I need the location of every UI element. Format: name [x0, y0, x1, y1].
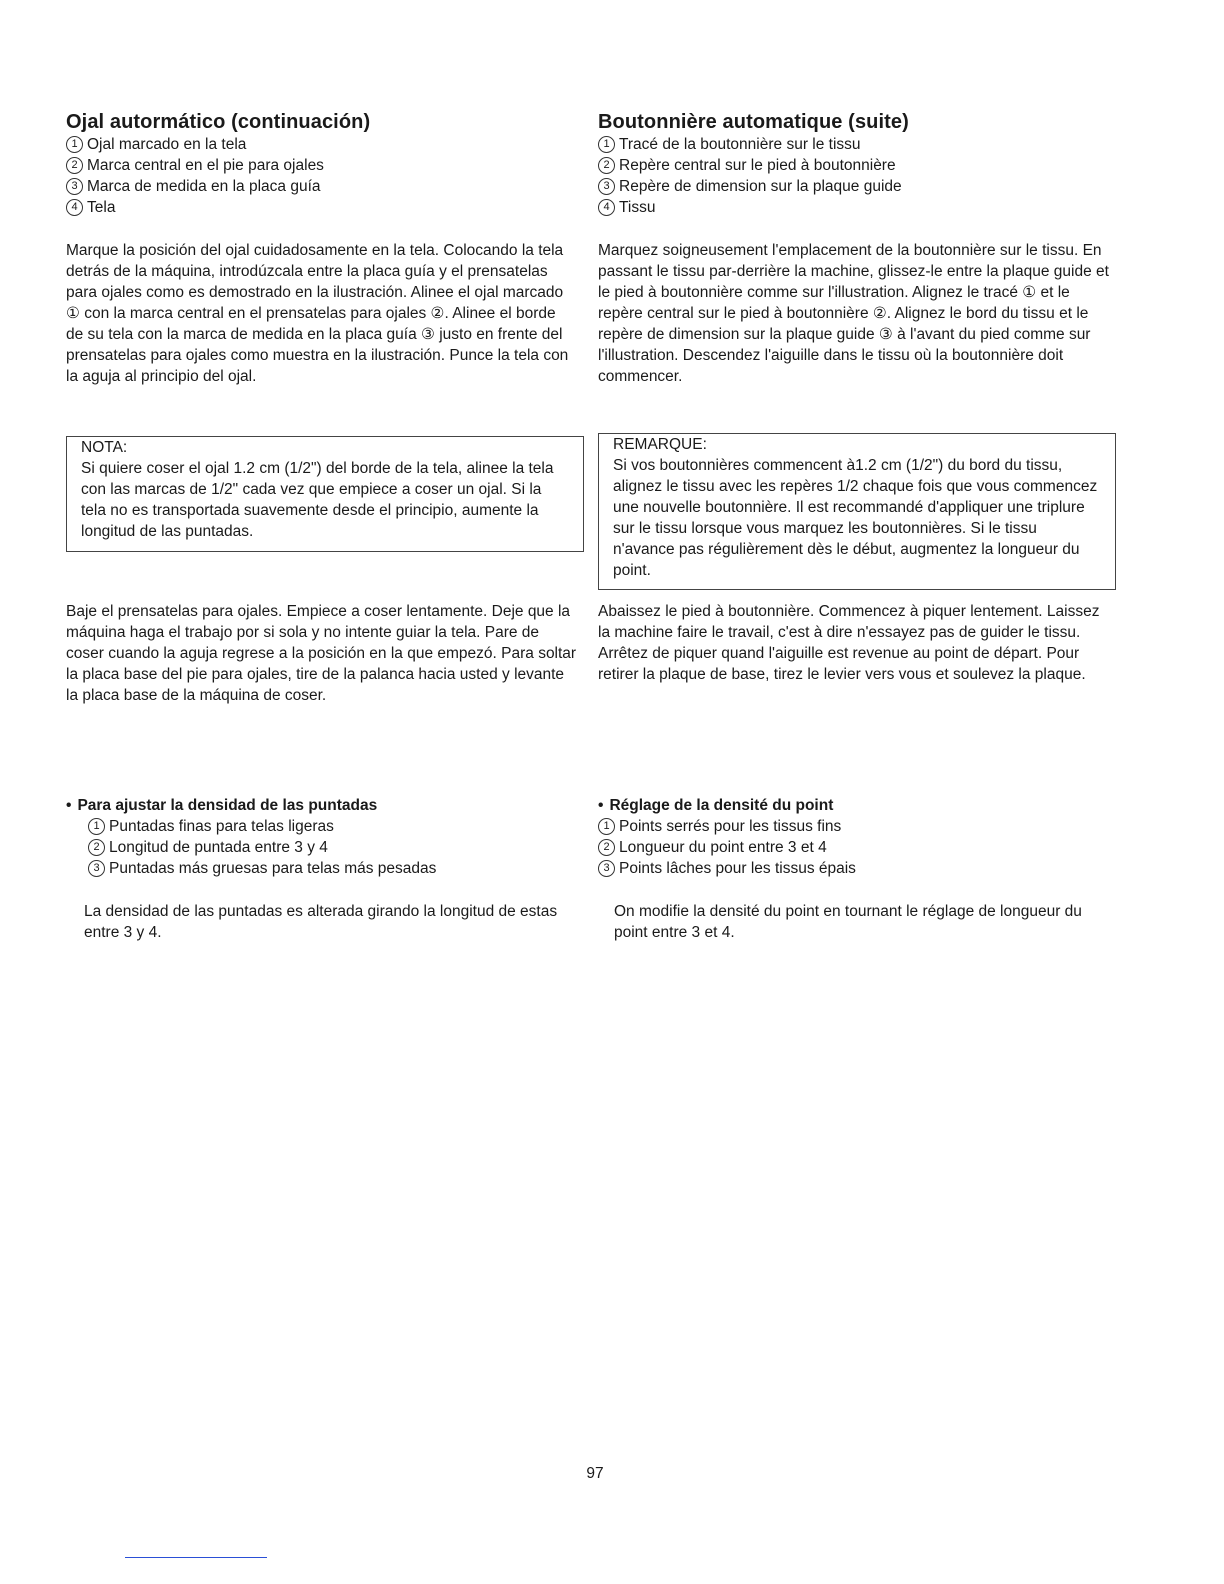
es-density-section [66, 795, 586, 879]
fr-density-text: On modifie la densité du point en tournant le réglage de longueur du point entre 3 et 4. [614, 903, 1082, 941]
es-note-text: Si quiere coser el ojal 1.2 cm (1/2") del borde de la tela, alinee la tela con las marcas de 1/2" cada vez que empiece a coser un ojal. Si la tela no es transportada suavemente desde el principio, aumente la longitud de las puntadas. [81, 460, 554, 540]
footer-divider [125, 1557, 267, 1558]
circled-number: 2 [88, 839, 105, 856]
circled-number: 4 [66, 199, 83, 216]
fr-note-text: Si vos boutonnières commencent à1.2 cm (1/2") du bord du tissu, alignez le tissu avec les repères 1/2 chaque fois que vous commencez une nouvelle boutonnière. Il est recommandé d'appliquer une triplure sur le tissu lorsque vous marquez les boutonnières. Si le tissu n'avance pas régulièrement dès le début, augmentez la longueur du point. [613, 457, 1098, 579]
fr-note-title: REMARQUE: [613, 436, 707, 453]
circled-number: 1 [66, 136, 83, 153]
bullet-icon: • [598, 797, 604, 814]
es-note-title: NOTA: [81, 439, 128, 456]
es-density-title: • Para ajustar la densidad de las puntadas [66, 797, 378, 814]
circled-number: 1 [598, 818, 615, 835]
es-density-legend [66, 816, 586, 879]
circled-number: 1 [88, 818, 105, 835]
fr-legend [598, 134, 1118, 218]
bullet-icon: • [66, 797, 72, 814]
circled-number: 3 [598, 860, 615, 877]
spanish-column [66, 110, 586, 218]
fr-density-legend [598, 816, 1118, 879]
fr-title: Boutonnière automatique (suite) [598, 111, 909, 133]
es-legend [66, 134, 586, 218]
french-column [598, 110, 1118, 218]
fr-density-item: 1 Points serrés pour les tissus fins [598, 816, 1118, 837]
circled-number: 1 [598, 136, 615, 153]
fr-note-box [598, 433, 1116, 590]
es-legend-item: 2 Marca central en el pie para ojales [66, 155, 586, 176]
es-legend-item: 4 Tela [66, 197, 586, 218]
es-density-item: 2 Longitud de puntada entre 3 y 4 [88, 837, 586, 858]
circled-number: 2 [598, 839, 615, 856]
es-paragraph-1: Marque la posición del ojal cuidadosamente en la tela. Colocando la tela detrás de la máquina, introdúzcala entre la placa guía y el prensatelas para ojales como es demostrado en la ilustración. Alinee el ojal marcado ① con la marca central en el prensatelas para ojales ②. Alinee el borde de su tela con la marca de medida en la placa guía ③ justo en frente del prensatelas para ojales como muestra en la ilustración. Punce la tela con la aguja al principio del ojal. [66, 242, 569, 385]
circled-number: 3 [88, 860, 105, 877]
circled-number: 3 [66, 178, 83, 195]
fr-density-item: 2 Longueur du point entre 3 et 4 [598, 837, 1118, 858]
es-density-item: 3 Puntadas más gruesas para telas más pesadas [88, 858, 586, 879]
circled-number: 2 [66, 157, 83, 174]
es-paragraph-2: Baje el prensatelas para ojales. Empiece a coser lentamente. Deje que la máquina haga el trabajo por si sola y no intente guiar la tela. Pare de coser cuando la aguja regrese a la posición en la que empezó. Para soltar la placa base del pie para ojales, tire de la palanca hacia usted y levante la placa base de la máquina de coser. [66, 603, 577, 704]
circled-number: 2 [598, 157, 615, 174]
es-density-item: 1 Puntadas finas para telas ligeras [88, 816, 586, 837]
es-legend-item: 3 Marca de medida en la placa guía [66, 176, 586, 197]
fr-density-title: • Réglage de la densité du point [598, 797, 834, 814]
fr-density-section [598, 795, 1118, 879]
fr-legend-item: 1 Tracé de la boutonnière sur le tissu [598, 134, 1118, 155]
page-number: 97 [586, 1465, 604, 1482]
es-legend-item: 1 Ojal marcado en la tela [66, 134, 586, 155]
fr-paragraph-1: Marquez soigneusement l'emplacement de la boutonnière sur le tissu. En passant le tissu par-derrière la machine, glissez-le entre la plaque guide et le pied à boutonnière comme sur l'illustration. Alignez le tracé ① et le repère central sur le pied à boutonnière ②. Alignez le bord du tissu et le repère de dimension sur la plaque guide ③ à l'avant du pied comme sur l'illustration. Descendez l'aiguille dans le tissu où la boutonnière doit commencer. [598, 242, 1109, 385]
circled-number: 4 [598, 199, 615, 216]
fr-paragraph-2: Abaissez le pied à boutonnière. Commencez à piquer lentement. Laissez la machine faire le travail, c'est à dire n'essayez pas de guider le tissu. Arrêtez de piquer quand l'aiguille est revenue au point de départ. Pour retirer la plaque de base, tirez le levier vers vous et soulevez la plaque. [598, 603, 1100, 683]
es-title: Ojal autormático (continuación) [66, 111, 371, 133]
fr-legend-item: 2 Repère central sur le pied à boutonnière [598, 155, 1118, 176]
fr-legend-item: 4 Tissu [598, 197, 1118, 218]
fr-density-item: 3 Points lâches pour les tissus épais [598, 858, 1118, 879]
es-note-box [66, 436, 584, 552]
fr-legend-item: 3 Repère de dimension sur la plaque guide [598, 176, 1118, 197]
circled-number: 3 [598, 178, 615, 195]
es-density-text: La densidad de las puntadas es alterada girando la longitud de estas entre 3 y 4. [84, 903, 558, 941]
